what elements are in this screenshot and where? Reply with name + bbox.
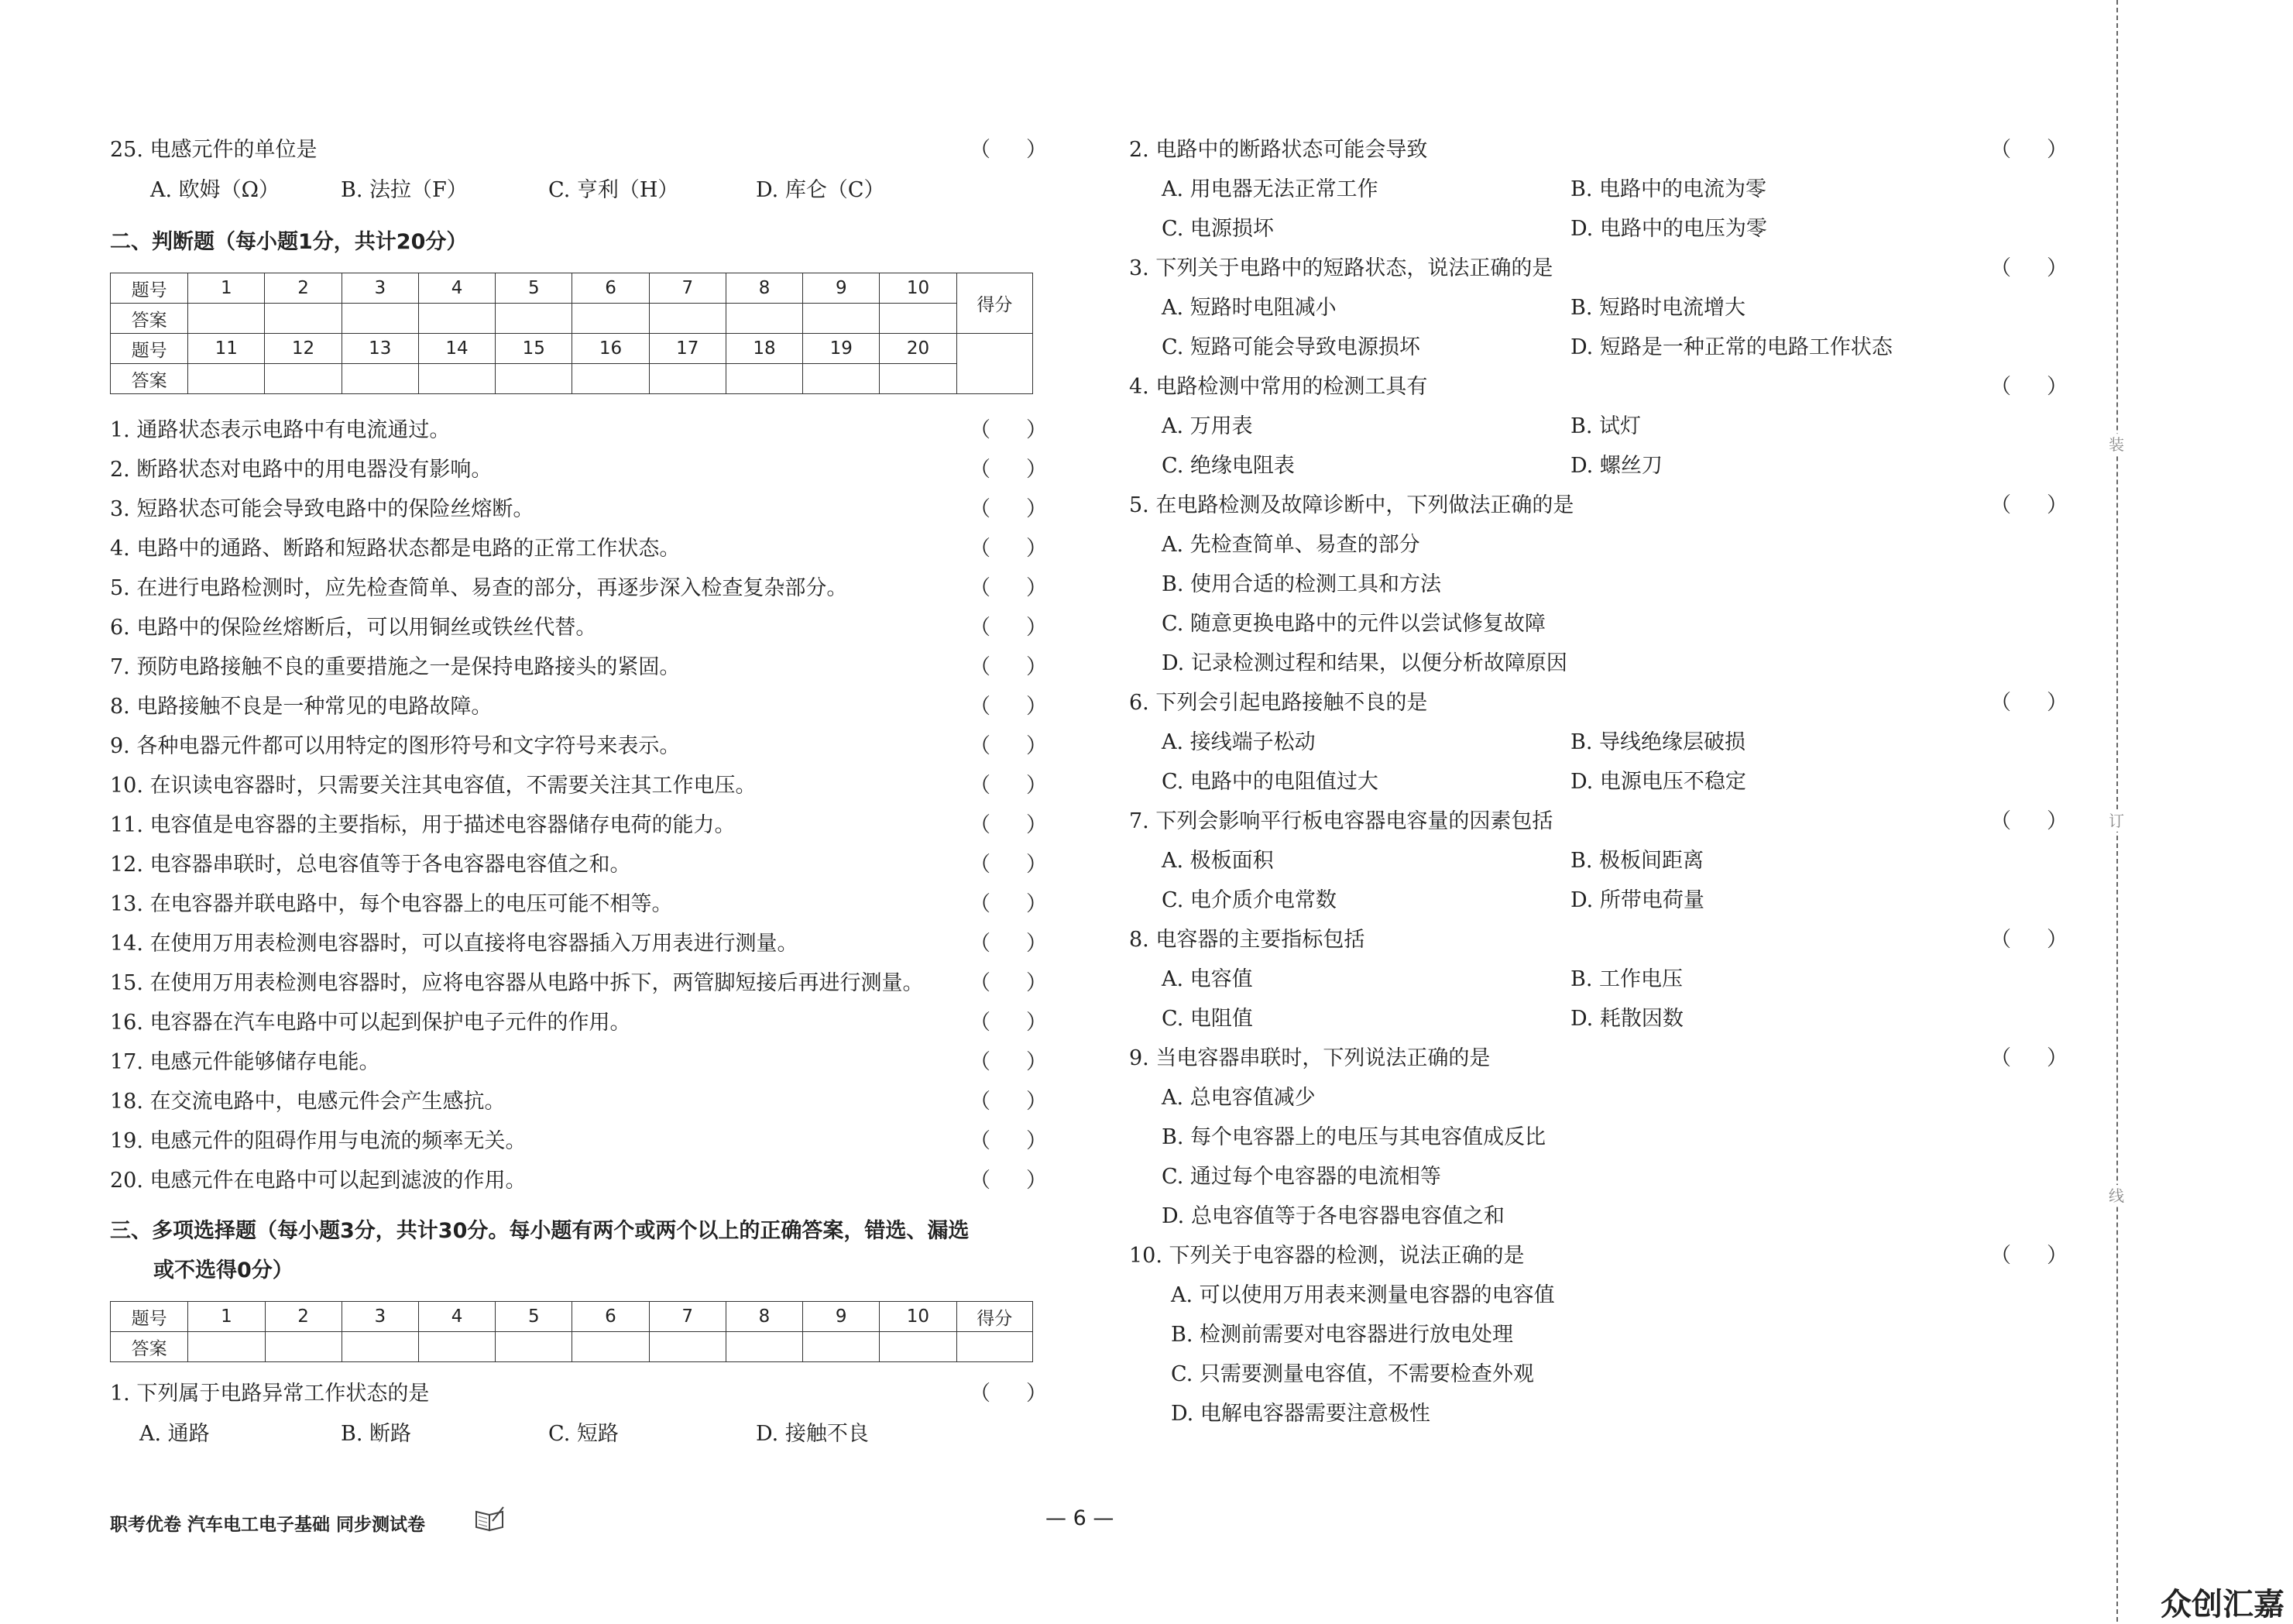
answer-blank[interactable]: [1990, 806, 2068, 837]
question-number-cell: 8: [726, 273, 802, 304]
answer-blank-close: ）: [1026, 892, 1047, 916]
answer-cell[interactable]: [880, 1332, 956, 1362]
row-label-answer: 答案: [111, 304, 188, 334]
answer-blank-open: （: [970, 971, 990, 995]
answer-blank-open: （: [970, 1382, 990, 1406]
mc-question-stem: 8. 电容器的主要指标包括: [1129, 928, 1365, 952]
answer-blank[interactable]: [1990, 688, 2068, 719]
answer-blank-close: ）: [1026, 932, 1047, 956]
page-number: — 6 —: [1045, 1506, 1114, 1530]
answer-blank-close: ）: [2047, 928, 2068, 952]
answer-cell[interactable]: [803, 304, 880, 334]
score-table-row: [111, 334, 1033, 364]
true-false-item: 8. 电路接触不良是一种常见的电路故障。: [110, 695, 493, 719]
answer-blank-open: （: [970, 537, 990, 561]
mc-question-stem: 9. 当电容器串联时，下列说法正确的是: [1129, 1046, 1491, 1070]
question-number-cell: 8: [726, 1302, 802, 1332]
answer-blank[interactable]: [970, 731, 1047, 762]
answer-blank-close: ）: [1026, 418, 1047, 442]
mc-option: D. 所带电荷量: [1570, 888, 1704, 912]
question-number-cell: 14: [418, 334, 495, 364]
question-number-cell: 2: [265, 1302, 342, 1332]
option-q25-b: B. 法拉（F）: [341, 178, 468, 202]
answer-cell[interactable]: [572, 304, 649, 334]
answer-cell[interactable]: [496, 304, 572, 334]
option-mc1-c: C. 短路: [548, 1422, 619, 1446]
true-false-item: 1. 通路状态表示电路中有电流通过。: [110, 418, 451, 442]
row-label-answer: 答案: [111, 364, 188, 394]
answer-blank-open: （: [1990, 138, 2011, 162]
question-number-cell: 17: [649, 334, 726, 364]
mc-option: A. 极板面积: [1162, 849, 1274, 873]
question-number-cell: 3: [342, 1302, 418, 1332]
answer-blank-close: ）: [2047, 691, 2068, 715]
answer-cell[interactable]: [188, 1332, 265, 1362]
question-number-cell: 2: [265, 273, 342, 304]
true-false-item: 11. 电容值是电容器的主要指标，用于描述电容器储存电荷的能力。: [110, 813, 736, 837]
question-number-cell: 10: [880, 273, 956, 304]
answer-blank-close: ）: [1026, 537, 1047, 561]
true-false-item: 6. 电路中的保险丝熔断后，可以用铜丝或铁丝代替。: [110, 616, 597, 640]
answer-blank-close: ）: [1026, 1169, 1047, 1193]
score-label: 得分: [956, 273, 1032, 334]
mc-option: D. 电解电容器需要注意极性: [1171, 1402, 1430, 1426]
mc-option: D. 耗散因数: [1570, 1007, 1684, 1031]
answer-blank[interactable]: [970, 1047, 1047, 1078]
answer-blank-close: ）: [1026, 576, 1047, 600]
mc-option: D. 总电容值等于各电容器电容值之和: [1162, 1204, 1505, 1228]
answer-blank-open: （: [970, 932, 990, 956]
true-false-item: 18. 在交流电路中，电感元件会产生感抗。: [110, 1090, 506, 1114]
mc-option: B. 极板间距离: [1570, 849, 1704, 873]
answer-blank-open: （: [970, 418, 990, 442]
answer-blank[interactable]: [970, 494, 1047, 525]
answer-cell[interactable]: [342, 364, 418, 394]
answer-blank-open: （: [970, 138, 990, 162]
score-blank[interactable]: [956, 334, 1032, 394]
mc-question-stem: 7. 下列会影响平行板电容器电容量的因素包括: [1129, 809, 1553, 833]
answer-blank[interactable]: [970, 534, 1047, 565]
answer-blank[interactable]: [970, 692, 1047, 723]
book-icon: [474, 1506, 506, 1537]
mc-option: C. 电源损坏: [1162, 217, 1274, 241]
question-number-cell: 20: [880, 334, 956, 364]
mc-option: C. 只需要测量电容值，不需要检查外观: [1171, 1362, 1534, 1386]
mc-option: B. 试灯: [1570, 414, 1642, 438]
answer-blank-close: ）: [1026, 1382, 1047, 1406]
answer-cell[interactable]: [342, 304, 418, 334]
mc-option: A. 短路时电阻减小: [1162, 296, 1337, 320]
answer-blank-open: （: [970, 497, 990, 521]
mc-option: A. 万用表: [1162, 414, 1253, 438]
answer-blank-close: ）: [2047, 138, 2068, 162]
question-number-cell: 7: [649, 1302, 726, 1332]
mc-question-stem: 4. 电路检测中常用的检测工具有: [1129, 375, 1428, 399]
answer-blank-close: ）: [1026, 138, 1047, 162]
answer-blank[interactable]: [970, 889, 1047, 920]
answer-blank[interactable]: [970, 455, 1047, 486]
question-number-cell: 7: [649, 273, 726, 304]
mc-option: C. 电阻值: [1162, 1007, 1253, 1031]
question-number-cell: 6: [572, 1302, 649, 1332]
answer-blank-open: （: [970, 1169, 990, 1193]
answer-blank-open: （: [970, 853, 990, 877]
true-false-item: 5. 在进行电路检测时，应先检查简单、易查的部分，再逐步深入检查复杂部分。: [110, 576, 848, 600]
true-false-item: 15. 在使用万用表检测电容器时，应将电容器从电路中拆下，两管脚短接后再进行测量。: [110, 971, 924, 995]
answer-blank-open: （: [1990, 1046, 2011, 1070]
answer-cell[interactable]: [726, 1332, 802, 1362]
mc-option: C. 通过每个电容器的电流相等: [1162, 1165, 1441, 1189]
answer-blank-close: ）: [1026, 1129, 1047, 1153]
answer-blank[interactable]: [970, 1379, 1047, 1409]
answer-blank-close: ）: [1026, 1050, 1047, 1074]
true-false-item: 2. 断路状态对电路中的用电器没有影响。: [110, 458, 493, 482]
answer-cell[interactable]: [649, 1332, 726, 1362]
answer-blank-close: ）: [2047, 493, 2068, 517]
true-false-item: 10. 在识读电容器时，只需要关注其电容值，不需要关注其工作电压。: [110, 774, 757, 798]
mc-option: A. 先检查简单、易查的部分: [1162, 533, 1420, 557]
answer-cell[interactable]: [265, 364, 342, 394]
option-mc1-b: B. 断路: [341, 1422, 412, 1446]
answer-blank-close: ）: [1026, 971, 1047, 995]
answer-blank[interactable]: [970, 810, 1047, 841]
answer-cell[interactable]: [572, 364, 649, 394]
answer-blank-open: （: [1990, 809, 2011, 833]
score-table: [110, 1301, 1033, 1362]
answer-blank-open: （: [970, 892, 990, 916]
answer-cell[interactable]: [265, 304, 342, 334]
answer-blank-close: ）: [2047, 1046, 2068, 1070]
answer-blank-open: （: [1990, 691, 2011, 715]
answer-cell[interactable]: [880, 304, 956, 334]
mc-option: B. 电路中的电流为零: [1570, 177, 1767, 201]
answer-blank-open: （: [970, 695, 990, 719]
mc-option: A. 接线端子松动: [1162, 730, 1316, 754]
answer-blank-close: ）: [1026, 458, 1047, 482]
answer-blank-close: ）: [2047, 809, 2068, 833]
section-3-title-cont: 或不选得0分）: [153, 1258, 293, 1282]
mc-question-stem: 3. 下列关于电路中的短路状态，说法正确的是: [1129, 256, 1553, 280]
question-number-cell: 12: [265, 334, 342, 364]
true-false-item: 7. 预防电路接触不良的重要措施之一是保持电路接头的紧固。: [110, 655, 681, 679]
question-25-stem: 25. 电感元件的单位是: [110, 138, 318, 162]
question-number-cell: 15: [496, 334, 572, 364]
mc-question-stem: 10. 下列关于电容器的检测，说法正确的是: [1129, 1244, 1525, 1268]
score-table-row: [111, 1332, 1033, 1362]
question-number-cell: 9: [803, 1302, 880, 1332]
true-false-item: 4. 电路中的通路、断路和短路状态都是电路的正常工作状态。: [110, 537, 681, 561]
watermark-logo: 众创汇嘉: [2161, 1587, 2284, 1622]
question-number-cell: 10: [880, 1302, 956, 1332]
answer-blank[interactable]: [970, 1126, 1047, 1157]
question-number-cell: 19: [803, 334, 880, 364]
binding-mark-xian: 线: [2106, 1185, 2127, 1207]
score-label: 得分: [956, 1302, 1032, 1332]
answer-blank-open: （: [1990, 375, 2011, 399]
answer-blank-close: ）: [1026, 1090, 1047, 1114]
true-false-item: 13. 在电容器并联电路中，每个电容器上的电压可能不相等。: [110, 892, 673, 916]
question-number-cell: 4: [418, 1302, 495, 1332]
answer-cell[interactable]: [188, 364, 265, 394]
question-number-cell: 6: [572, 273, 649, 304]
answer-blank-close: ）: [1026, 655, 1047, 679]
mc-option: D. 记录检测过程和结果，以便分析故障原因: [1162, 651, 1567, 675]
option-q25-a: A. 欧姆（Ω）: [150, 178, 280, 202]
answer-blank[interactable]: [970, 850, 1047, 881]
mc-option: A. 可以使用万用表来测量电容器的电容值: [1171, 1283, 1555, 1307]
answer-blank-close: ）: [2047, 1244, 2068, 1268]
mc-option: B. 短路时电流增大: [1570, 296, 1746, 320]
true-false-item: 9. 各种电器元件都可以用特定的图形符号和文字符号来表示。: [110, 734, 681, 758]
answer-cell[interactable]: [496, 364, 572, 394]
answer-cell[interactable]: [649, 304, 726, 334]
question-number-cell: 13: [342, 334, 418, 364]
answer-blank[interactable]: [1990, 372, 2068, 403]
score-blank[interactable]: [956, 1332, 1032, 1362]
section-2-title: 二、判断题（每小题1分，共计20分）: [110, 230, 468, 254]
answer-blank-close: ）: [2047, 256, 2068, 280]
mc-question-1-stem: 1. 下列属于电路异常工作状态的是: [110, 1382, 430, 1406]
mc-option: B. 工作电压: [1570, 967, 1684, 991]
answer-blank[interactable]: [970, 1166, 1047, 1197]
answer-blank-open: （: [1990, 493, 2011, 517]
mc-option: B. 使用合适的检测工具和方法: [1162, 572, 1442, 596]
answer-blank[interactable]: [970, 613, 1047, 644]
question-number-cell: 18: [726, 334, 802, 364]
question-number-cell: 5: [496, 1302, 572, 1332]
answer-blank-close: ）: [1026, 1011, 1047, 1035]
answer-blank-open: （: [970, 655, 990, 679]
true-false-item: 19. 电感元件的阻碍作用与电流的频率无关。: [110, 1129, 527, 1153]
mc-option: B. 每个电容器上的电压与其电容值成反比: [1162, 1125, 1546, 1149]
answer-cell[interactable]: [265, 1332, 342, 1362]
answer-blank-close: ）: [1026, 497, 1047, 521]
score-table-row: [111, 364, 1033, 394]
score-table-row: [111, 273, 1033, 304]
option-mc1-d: D. 接触不良: [756, 1422, 869, 1446]
score-table-row: [111, 1302, 1033, 1332]
mc-option: B. 导线绝缘层破损: [1570, 730, 1746, 754]
option-q25-d: D. 库仑（C）: [756, 178, 885, 202]
mc-option: A. 总电容值减少: [1162, 1086, 1316, 1110]
mc-question-stem: 6. 下列会引起电路接触不良的是: [1129, 691, 1428, 715]
mc-option: A. 用电器无法正常工作: [1162, 177, 1378, 201]
true-false-item: 16. 电容器在汽车电路中可以起到保护电子元件的作用。: [110, 1011, 631, 1035]
true-false-item: 12. 电容器串联时，总电容值等于各电容器电容值之和。: [110, 853, 631, 877]
mc-option: C. 绝缘电阻表: [1162, 454, 1295, 478]
mc-option: C. 短路可能会导致电源损坏: [1162, 335, 1420, 359]
mc-option: C. 电路中的电阻值过大: [1162, 770, 1378, 794]
row-label-answer: 答案: [111, 1332, 188, 1362]
answer-blank-open: （: [970, 813, 990, 837]
answer-blank[interactable]: [970, 929, 1047, 960]
binding-mark-ding: 订: [2106, 810, 2127, 832]
row-label-number: 题号: [111, 273, 188, 304]
question-number-cell: 9: [803, 273, 880, 304]
answer-cell[interactable]: [726, 304, 802, 334]
answer-cell[interactable]: [726, 364, 802, 394]
answer-cell[interactable]: [418, 364, 495, 394]
answer-blank[interactable]: [970, 1008, 1047, 1039]
row-label-number: 题号: [111, 1302, 188, 1332]
answer-blank[interactable]: [970, 573, 1047, 604]
answer-cell[interactable]: [418, 1332, 495, 1362]
mc-option: D. 电路中的电压为零: [1570, 217, 1767, 241]
answer-blank[interactable]: [1990, 1043, 2068, 1074]
question-number-cell: 1: [188, 273, 265, 304]
answer-blank[interactable]: [1990, 135, 2068, 166]
answer-blank-close: ）: [1026, 616, 1047, 640]
mc-option: D. 短路是一种正常的电路工作状态: [1570, 335, 1893, 359]
answer-blank-open: （: [1990, 1244, 2011, 1268]
question-number-cell: 16: [572, 334, 649, 364]
binding-mark-zhuang: 装: [2106, 434, 2127, 455]
answer-blank[interactable]: [1990, 1241, 2068, 1272]
question-number-cell: 3: [342, 273, 418, 304]
true-false-item: 20. 电感元件在电路中可以起到滤波的作用。: [110, 1169, 527, 1193]
answer-cell[interactable]: [803, 364, 880, 394]
question-number-cell: 1: [188, 1302, 265, 1332]
answer-blank-open: （: [970, 458, 990, 482]
answer-cell[interactable]: [418, 304, 495, 334]
answer-blank-open: （: [970, 734, 990, 758]
score-table: [110, 273, 1033, 394]
true-false-item: 3. 短路状态可能会导致电路中的保险丝熔断。: [110, 497, 534, 521]
true-false-item: 14. 在使用万用表检测电容器时，可以直接将电容器插入万用表进行测量。: [110, 932, 798, 956]
answer-cell[interactable]: [649, 364, 726, 394]
answer-blank[interactable]: [1990, 925, 2068, 956]
answer-blank-open: （: [1990, 256, 2011, 280]
answer-blank-open: （: [970, 774, 990, 798]
question-number-cell: 11: [188, 334, 265, 364]
score-table-row: [111, 304, 1033, 334]
answer-blank-close: ）: [1026, 734, 1047, 758]
answer-blank[interactable]: [970, 968, 1047, 999]
mc-option: B. 检测前需要对电容器进行放电处理: [1171, 1323, 1514, 1347]
answer-blank-open: （: [970, 616, 990, 640]
answer-blank-close: ）: [1026, 695, 1047, 719]
answer-blank[interactable]: [970, 1087, 1047, 1118]
row-label-number: 题号: [111, 334, 188, 364]
answer-blank-close: ）: [1026, 813, 1047, 837]
answer-blank-open: （: [970, 576, 990, 600]
answer-blank[interactable]: [970, 135, 1047, 166]
mc-option: D. 螺丝刀: [1570, 454, 1663, 478]
answer-blank-open: （: [970, 1129, 990, 1153]
footer-series-title: 职考优卷 汽车电工电子基础 同步测试卷: [110, 1515, 426, 1535]
answer-blank[interactable]: [1990, 253, 2068, 284]
answer-blank[interactable]: [970, 652, 1047, 683]
answer-blank-close: ）: [2047, 375, 2068, 399]
option-mc1-a: A. 通路: [139, 1422, 210, 1446]
answer-blank[interactable]: [970, 771, 1047, 802]
answer-cell[interactable]: [803, 1332, 880, 1362]
answer-cell[interactable]: [496, 1332, 572, 1362]
answer-blank-open: （: [1990, 928, 2011, 952]
answer-blank[interactable]: [1990, 490, 2068, 521]
section-3-title: 三、多项选择题（每小题3分，共计30分。每小题有两个或两个以上的正确答案，错选、漏选: [110, 1219, 970, 1243]
question-number-cell: 4: [418, 273, 495, 304]
answer-blank-close: ）: [1026, 853, 1047, 877]
answer-blank-open: （: [970, 1011, 990, 1035]
answer-cell[interactable]: [572, 1332, 649, 1362]
mc-option: A. 电容值: [1162, 967, 1253, 991]
answer-cell[interactable]: [188, 304, 265, 334]
mc-question-stem: 5. 在电路检测及故障诊断中，下列做法正确的是: [1129, 493, 1574, 517]
answer-cell[interactable]: [880, 364, 956, 394]
answer-blank-close: ）: [1026, 774, 1047, 798]
true-false-item: 17. 电感元件能够储存电能。: [110, 1050, 380, 1074]
option-q25-c: C. 亨利（H）: [548, 178, 679, 202]
answer-cell[interactable]: [342, 1332, 418, 1362]
answer-blank-open: （: [970, 1090, 990, 1114]
question-number-cell: 5: [496, 273, 572, 304]
mc-option: C. 随意更换电路中的元件以尝试修复故障: [1162, 612, 1546, 636]
answer-blank-open: （: [970, 1050, 990, 1074]
mc-option: C. 电介质介电常数: [1162, 888, 1337, 912]
answer-blank[interactable]: [970, 415, 1047, 446]
mc-question-stem: 2. 电路中的断路状态可能会导致: [1129, 138, 1428, 162]
mc-option: D. 电源电压不稳定: [1570, 770, 1746, 794]
